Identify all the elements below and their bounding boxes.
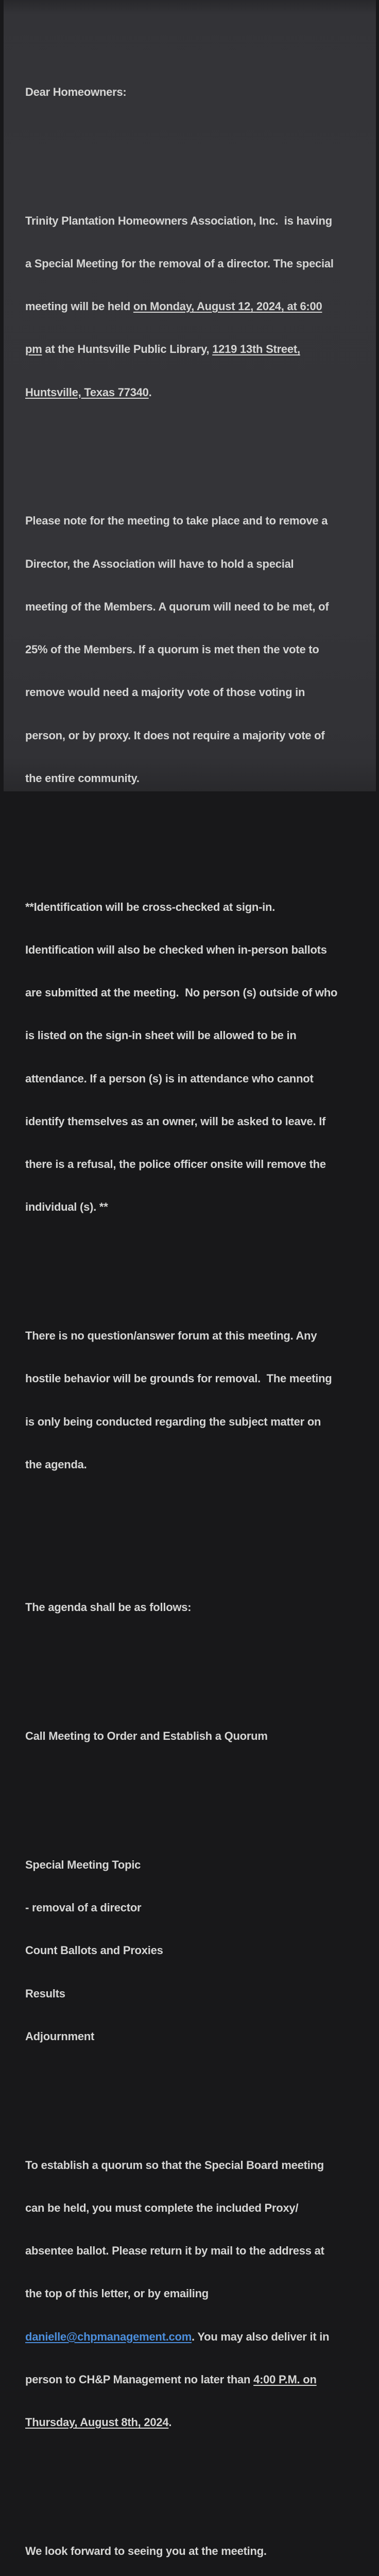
letter-line: a Special Meeting for the removal of a director. The special <box>25 257 334 270</box>
agenda-item-count-ballots: Count Ballots and Proxies <box>25 1944 163 1957</box>
letter-line: individual (s). ** <box>25 1200 108 1214</box>
paragraph-proxy-instructions <box>25 2129 337 2458</box>
letter-line: There is no question/answer forum at this meeting. Any <box>25 1329 317 1342</box>
letter-line: are submitted at the meeting. No person (s) outside of who <box>25 986 338 999</box>
agenda-item-results: Results <box>25 1987 65 2000</box>
letter-line: To establish a quorum so that the Special Board meeting <box>25 2158 324 2172</box>
letter-line: attendance. If a person (s) is in attendance who cannot <box>25 1072 314 1085</box>
letter-line: Dear Homeowners: <box>25 85 127 98</box>
agenda-intro <box>25 1572 337 1643</box>
letter-line: Identification will also be checked when in-person ballots <box>25 943 327 956</box>
letter-line: the top of this letter, or by emailing <box>25 2287 209 2300</box>
underlined-street-address: 1219 13th Street, <box>212 343 300 356</box>
letter-line: is only being conducted regarding the subject matter on <box>25 1415 321 1428</box>
closing <box>25 2515 337 2576</box>
text-segment: at the Huntsville Public Library, <box>42 343 213 356</box>
letter-line: hostile behavior will be grounds for removal. The meeting <box>25 1372 332 1385</box>
letter-body <box>25 13 337 2576</box>
underlined-time-pm: pm <box>25 343 42 356</box>
agenda-items <box>25 1829 337 2072</box>
letter-line: person, or by proxy. It does not require a majority vote of <box>25 728 325 742</box>
letter-line: the agenda. <box>25 1458 87 1471</box>
letter-line <box>25 2372 337 2387</box>
agenda-item-special-meeting-topic: Special Meeting Topic <box>25 1858 141 1871</box>
letter-line: Director, the Association will have to hold a special <box>25 557 294 570</box>
letter-line: the entire community. <box>25 771 140 785</box>
agenda-item-call-to-order <box>25 1701 337 1772</box>
agenda-item-removal-of-director: - removal of a director <box>25 1901 142 1914</box>
letter-line: **Identification will be cross-checked at sign-in. <box>25 900 275 913</box>
paragraph-conduct-policy <box>25 1300 337 1501</box>
text-segment: . <box>148 385 152 399</box>
underlined-meeting-datetime: on Monday, August 12, 2024, at 6:00 <box>133 300 322 313</box>
letter-line <box>25 299 337 314</box>
paragraph-meeting-announcement <box>25 185 337 428</box>
agenda-item-adjournment: Adjournment <box>25 2029 95 2043</box>
letter-line: is listed on the sign-in sheet will be allowed to be in <box>25 1029 297 1042</box>
text-segment: . <box>168 2416 172 2429</box>
letter-line: there is a refusal, the police officer onsite will remove the <box>25 1158 326 1171</box>
letter-line: 25% of the Members. If a quorum is met then the vote to <box>25 643 319 656</box>
letter-line <box>25 2415 337 2430</box>
underlined-city-state-zip: Huntsville, Texas 77340 <box>25 385 149 399</box>
letter-line: identify themselves as an owner, will be asked to leave. If <box>25 1114 326 1128</box>
letter-line: remove would need a majority vote of those voting in <box>25 686 305 699</box>
salutation <box>25 56 337 128</box>
underlined-deadline-date: Thursday, August 8th, 2024 <box>25 2416 169 2429</box>
letter-line: Please note for the meeting to take place and to remove a <box>25 514 328 528</box>
letter-line: The agenda shall be as follows: <box>25 1601 192 1614</box>
letter-line: Call Meeting to Order and Establish a Quorum <box>25 1730 268 1742</box>
email-link[interactable]: danielle@chpmanagement.com <box>25 2330 192 2343</box>
underlined-deadline-time: 4:00 P.M. on <box>253 2372 317 2386</box>
text-segment: person to CH&P Management no later than <box>25 2372 254 2386</box>
letter-line: can be held, you must complete the included Proxy/ <box>25 2201 299 2214</box>
letter-line: absentee ballot. Please return it by mail to the address at <box>25 2244 324 2257</box>
letter-line <box>25 385 337 400</box>
letter-line <box>25 2330 337 2344</box>
paragraph-quorum-requirements <box>25 485 337 814</box>
text-segment: meeting will be held <box>25 300 133 313</box>
letter-line: We look forward to seeing you at the meeting. <box>25 2544 267 2557</box>
paragraph-identification-policy <box>25 871 337 1243</box>
text-segment: . You may also deliver it in <box>192 2330 330 2343</box>
letter-line <box>25 342 337 357</box>
letter-line: meeting of the Members. A quorum will need to be met, of <box>25 600 329 613</box>
letter-line: Trinity Plantation Homeowners Association, Inc. is having <box>25 214 332 227</box>
letter-paper <box>4 0 376 2557</box>
